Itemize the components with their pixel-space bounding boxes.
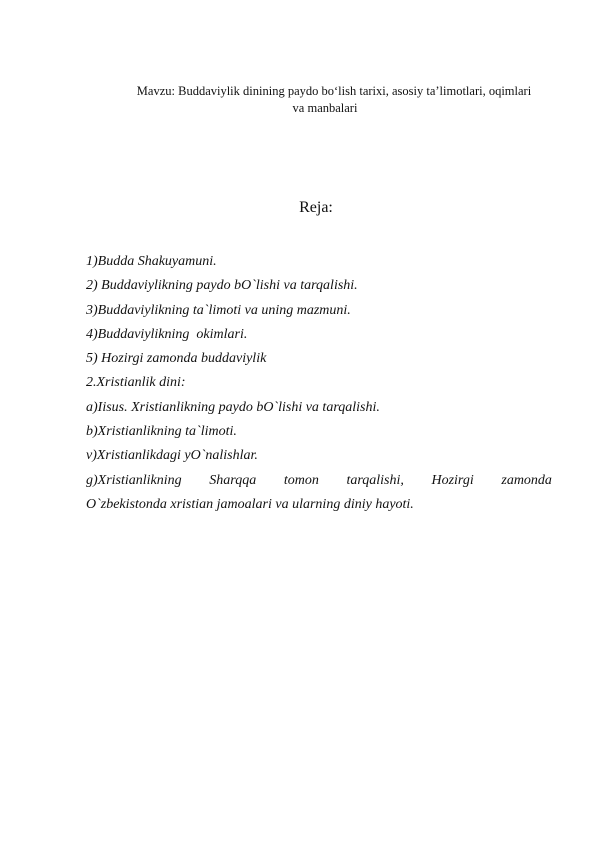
plan-section-heading: 2.Xristianlik dini:	[86, 375, 186, 391]
plan-heading: Reja:	[299, 199, 333, 216]
plan-item: 5) Hozirgi zamonda buddaviylik	[86, 351, 267, 367]
plan-list	[86, 250, 552, 517]
plan-item-justified-line	[86, 469, 552, 493]
plan-item: b)Xristianlikning ta`limoti.	[86, 424, 237, 440]
plan-item-continuation: O`zbekistonda xristian jamoalari va ularning diniy hayoti.	[86, 496, 414, 512]
word: Hozirgi	[431, 472, 474, 488]
plan-item: 4)Buddaviylikning okimlari.	[86, 326, 248, 342]
word: tarqalishi,	[346, 472, 404, 488]
word: Sharqqa	[209, 472, 257, 488]
word: tomon	[283, 472, 319, 488]
title-line-2: va manbalari	[292, 101, 358, 115]
plan-item: 1)Budda Shakuyamuni.	[86, 254, 217, 269]
plan-item: a)Iisus. Xristianlikning paydo bO`lishi va tarqalishi.	[86, 399, 380, 415]
word: zamonda	[501, 472, 552, 488]
document-title	[90, 83, 560, 117]
word: g)Xristianlikning	[86, 472, 182, 488]
plan-item: 2) Buddaviylikning paydo bO`lishi va tarqalishi.	[86, 278, 358, 294]
plan-item: 3)Buddaviylikning ta`limoti va uning mazmuni.	[86, 302, 351, 318]
plan-item: v)Xristianlikdagi yO`nalishlar.	[86, 448, 258, 464]
title-line-1: Mavzu: Buddaviylik dinining paydo boʻlish tarixi, asosiy taʼlimotlari, oqimlari	[136, 84, 532, 98]
